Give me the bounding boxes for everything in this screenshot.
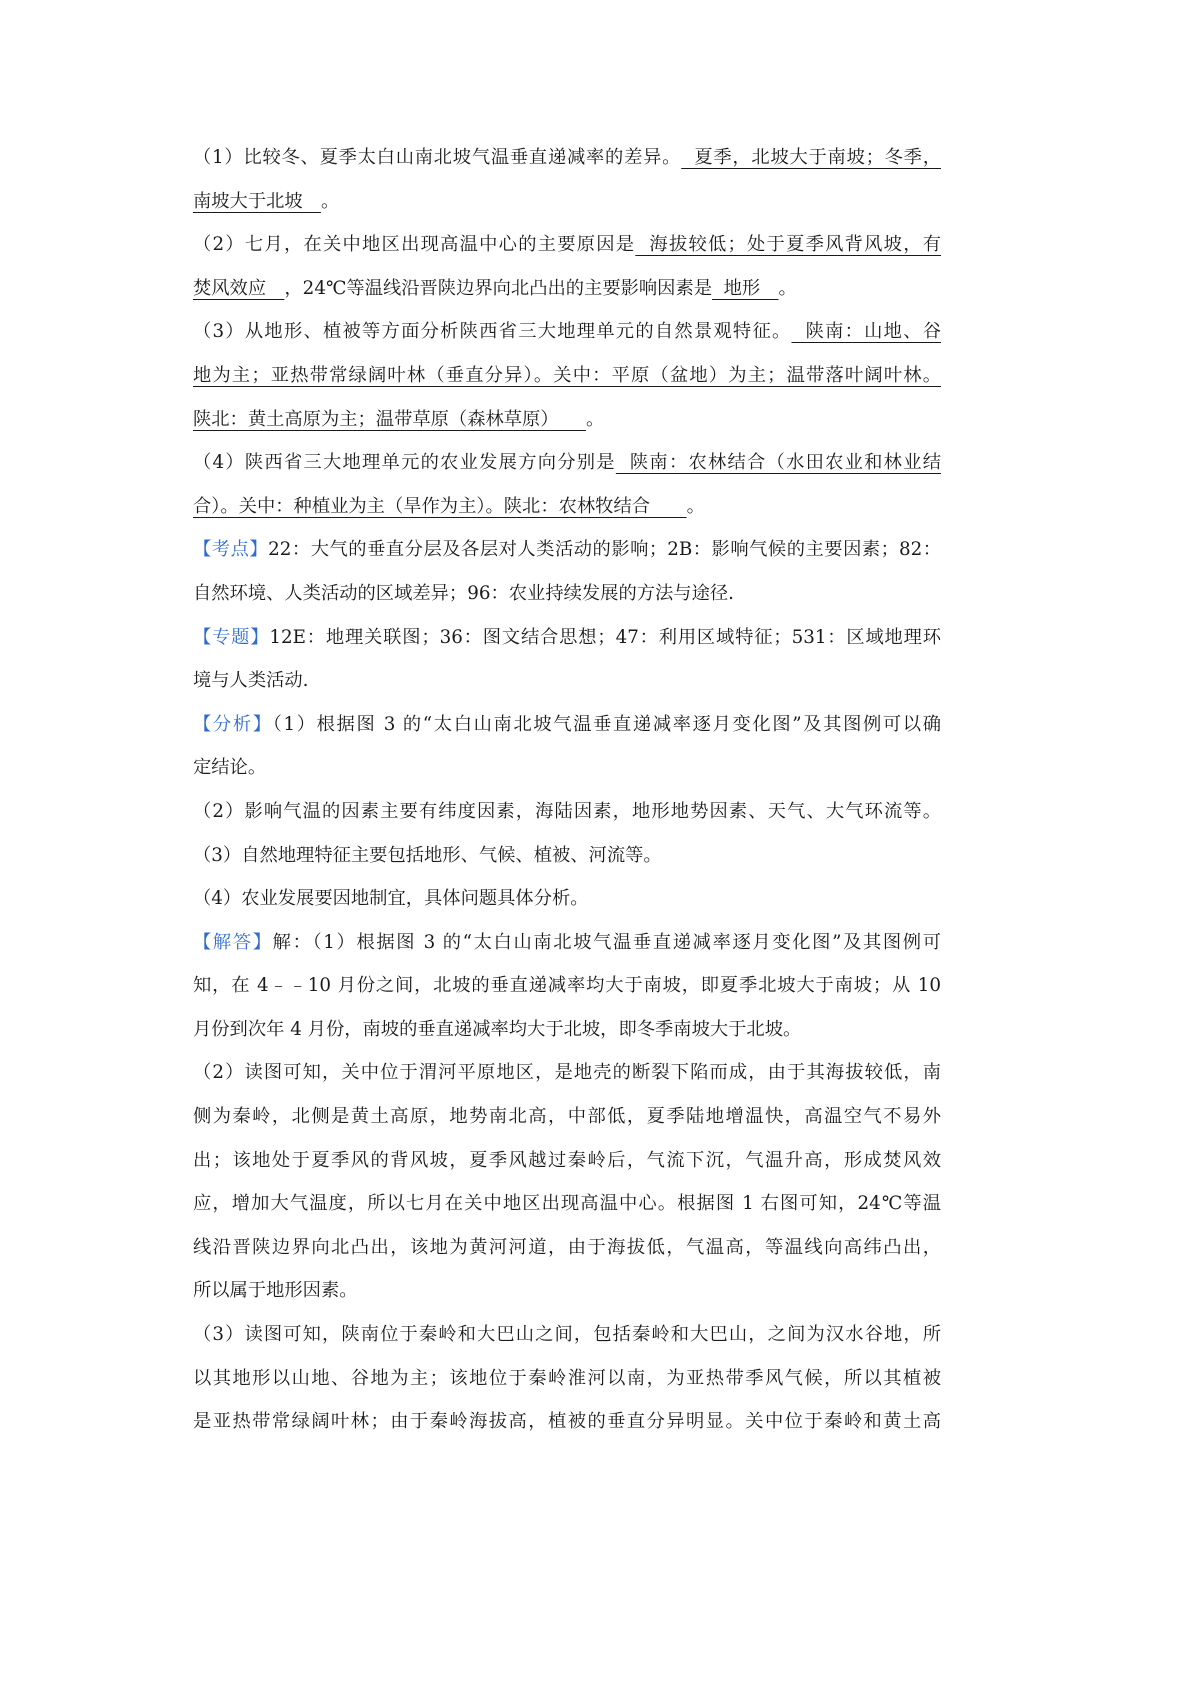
q2-line xyxy=(193,267,941,311)
body-text: （3）自然地理特征主要包括地形、气候、植被、河流等。 xyxy=(193,844,662,866)
underlined-answer: 陕南：山地、谷 xyxy=(791,321,941,343)
question-text: （3）从地形、植被等方面分析陕西省三大地理单元的自然景观特征。 xyxy=(193,321,792,343)
section-label-kaodian: 【考点】 xyxy=(193,539,269,561)
q3-line xyxy=(193,398,941,442)
body-text: （2）读图可知，关中位于渭河平原地区，是地壳的断裂下陷而成，由于其海拔较低，南 xyxy=(193,1062,941,1084)
jieda-line xyxy=(193,964,941,1008)
section-label-fenxi: 【分析】 xyxy=(193,713,273,735)
jieda-line xyxy=(193,1357,941,1401)
section-label-zhuanti: 【专题】 xyxy=(193,626,270,648)
body-text: 知，在 4﹣﹣10 月份之间，北坡的垂直递减率均大于南坡，即夏季北坡大于南坡；从 10 xyxy=(193,975,941,997)
section-label-jieda: 【解答】 xyxy=(193,931,273,953)
answer-text xyxy=(193,136,941,1444)
body-text: 22：大气的垂直分层及各层对人类活动的影响；2B：影响气候的主要因素；82： xyxy=(268,539,941,561)
body-text: 所以属于地形因素。 xyxy=(193,1280,358,1302)
body-text: 侧为秦岭，北侧是黄土高原，地势南北高，中部低，夏季陆地增温快，高温空气不易外 xyxy=(193,1106,941,1128)
q3-line xyxy=(193,354,941,398)
body-text: 线沿晋陕边界向北凸出，该地为黄河河道，由于海拔低，气温高，等温线向高纬凸出， xyxy=(193,1236,941,1258)
punctuation: 。 xyxy=(320,190,340,212)
body-text: （3）读图可知，陕南位于秦岭和大巴山之间，包括秦岭和大巴山，之间为汉水谷地，所 xyxy=(193,1324,941,1346)
q3-line xyxy=(193,310,941,354)
fenxi-line xyxy=(193,834,941,878)
underlined-answer: 夏季，北坡大于南坡；冬季， xyxy=(681,147,941,168)
body-text: （4）农业发展要因地制宜，具体问题具体分析。 xyxy=(193,888,589,910)
body-text: 月份到次年 4 月份，南坡的垂直递减率均大于北坡，即冬季南坡大于北坡。 xyxy=(193,1018,802,1040)
q4-line xyxy=(193,441,941,485)
body-text: 出；该地处于夏季风的背风坡，夏季风越过秦岭后，气流下沉，气温升高，形成焚风效 xyxy=(193,1149,941,1171)
underlined-answer: 南坡大于北坡 xyxy=(193,190,321,212)
body-text: 自然环境、人类活动的区域差异；96：农业持续发展的方法与途径. xyxy=(193,582,734,604)
zhuanti-line xyxy=(193,616,941,660)
jieda-line xyxy=(193,1139,941,1183)
jieda-line xyxy=(193,1008,941,1052)
jieda-line xyxy=(193,1095,941,1139)
body-text: 应，增加大气温度，所以七月在关中地区出现高温中心。根据图 1 右图可知，24℃等温 xyxy=(193,1193,941,1215)
kaodian-line xyxy=(193,528,941,572)
jieda-line xyxy=(193,1226,941,1270)
underlined-answer: 焚风效应 xyxy=(193,277,285,299)
underlined-answer: 地为主；亚热带常绿阔叶林（垂直分异）。关中：平原（盆地）为主；温带落叶阔叶林。 xyxy=(193,364,941,386)
jieda-line xyxy=(193,1313,941,1357)
jieda-line xyxy=(193,1182,941,1226)
body-text: （2）影响气温的因素主要有纬度因素，海陆因素，地形地势因素、天气、大气环流等。 xyxy=(193,800,941,822)
fenxi-line xyxy=(193,877,941,921)
body-text: 12E：地理关联图；36：图文结合思想；47：利用区域特征；531：区域地理环 xyxy=(269,626,941,648)
jieda-line xyxy=(193,1400,941,1444)
q2-line xyxy=(193,223,941,267)
fenxi-line xyxy=(193,746,941,790)
underlined-answer: 地形 xyxy=(712,277,779,299)
question-text: （1）比较冬、夏季太白山南北坡气温垂直递减率的差异。 xyxy=(193,147,682,168)
question-text: （2）七月，在关中地区出现高温中心的主要原因是 xyxy=(193,234,636,256)
body-text: 定结论。 xyxy=(193,757,267,779)
underlined-answer: 陕北：黄土高原为主；温带草原（森林草原） xyxy=(193,408,587,430)
q4-line xyxy=(193,485,941,529)
zhuanti-line xyxy=(193,659,941,703)
underlined-answer: 海拔较低；处于夏季风背风坡，有 xyxy=(635,234,941,256)
jieda-line xyxy=(193,1269,941,1313)
jieda-line xyxy=(193,921,941,965)
question-text: （4）陕西省三大地理单元的农业发展方向分别是 xyxy=(193,452,616,474)
punctuation: 。 xyxy=(586,408,605,430)
body-text: 是亚热带常绿阔叶林；由于秦岭海拔高，植被的垂直分异明显。关中位于秦岭和黄土高 xyxy=(193,1411,941,1433)
body-text: 以其地形以山地、谷地为主；该地位于秦岭淮河以南，为亚热带季风气候，所以其植被 xyxy=(193,1367,941,1389)
q1-line xyxy=(193,136,941,180)
fenxi-line xyxy=(193,703,941,747)
kaodian-line xyxy=(193,572,941,616)
body-text: （1）根据图 3 的“太白山南北坡气温垂直递减率逐月变化图”及其图例可以确 xyxy=(272,713,941,735)
body-text: 境与人类活动. xyxy=(193,670,309,692)
body-text: 解：（1）根据图 3 的“太白山南北坡气温垂直递减率逐月变化图”及其图例可 xyxy=(272,931,941,953)
q1-line xyxy=(193,180,941,224)
underlined-answer: 陕南：农林结合（水田农业和林业结 xyxy=(615,452,941,474)
punctuation: 。 xyxy=(686,495,705,517)
question-text: ，24℃等温线沿晋陕边界向北凸出的主要影响因素是 xyxy=(284,277,713,299)
fenxi-line xyxy=(193,790,941,834)
punctuation: 。 xyxy=(778,277,797,299)
underlined-answer: 合）。关中：种植业为主（旱作为主）。陕北：农林牧结合 xyxy=(193,495,687,517)
jieda-line xyxy=(193,1051,941,1095)
